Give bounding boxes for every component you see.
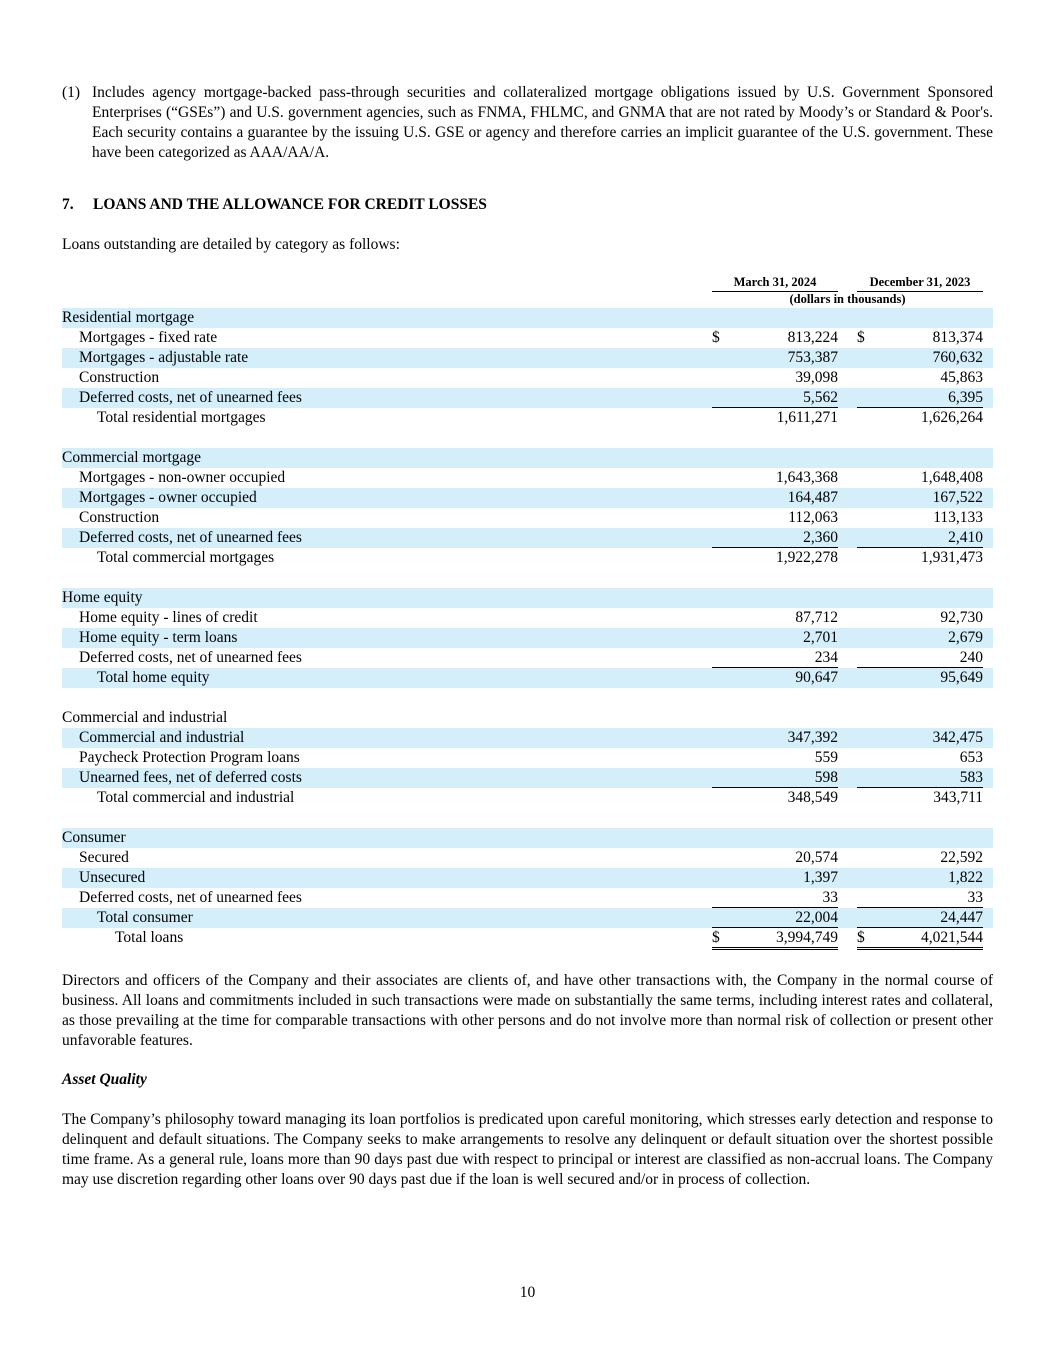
table-row: [62, 468, 993, 488]
cell-value: 24,447: [940, 909, 983, 926]
cell-march-2024: [712, 608, 838, 627]
total-row: [62, 668, 993, 688]
cell-value: 3,994,749: [776, 929, 838, 946]
cell-december-2023: [857, 408, 983, 427]
cell-value: 90,647: [795, 669, 838, 686]
cell-december-2023: [857, 768, 983, 788]
row-label: Residential mortgage: [62, 309, 195, 326]
spacer-row: [62, 428, 993, 448]
cell-value: 164,487: [787, 489, 838, 506]
cell-value: 1,611,271: [776, 409, 838, 426]
cell-march-2024: [712, 328, 838, 347]
cell-december-2023: [857, 728, 983, 747]
row-label: Deferred costs, net of unearned fees: [79, 889, 302, 906]
cell-value: 33: [967, 889, 983, 906]
cell-value: 1,822: [948, 869, 983, 886]
cell-december-2023: [857, 628, 983, 647]
cell-value: 1,648,408: [921, 469, 983, 486]
table-row: [62, 888, 993, 908]
cell-december-2023: [857, 368, 983, 387]
cell-value: 2,360: [803, 529, 838, 546]
cell-march-2024: [712, 508, 838, 527]
row-label: Total home equity: [97, 669, 210, 686]
cell-value: 2,410: [948, 529, 983, 546]
cell-december-2023: [857, 748, 983, 767]
cell-value: 1,397: [803, 869, 838, 886]
currency-symbol: $: [712, 329, 720, 346]
cell-march-2024: [712, 548, 838, 567]
page-number: 10: [519, 1284, 536, 1301]
cell-december-2023: [857, 608, 983, 627]
section-number: 7.: [62, 196, 74, 213]
cell-value: 2,679: [948, 629, 983, 646]
table-row: [62, 608, 993, 628]
cell-december-2023: [857, 788, 983, 807]
cell-march-2024: [712, 528, 838, 548]
cell-value: 234: [814, 649, 838, 666]
cell-value: 6,395: [948, 389, 983, 406]
cell-value: 20,574: [795, 849, 838, 866]
cell-march-2024: [712, 928, 838, 950]
cell-value: 87,712: [795, 609, 838, 626]
cell-value: 95,649: [940, 669, 983, 686]
cell-december-2023: [857, 888, 983, 908]
cell-value: 753,387: [787, 349, 838, 366]
cell-value: 1,931,473: [921, 549, 983, 566]
row-label: Commercial and industrial: [62, 709, 228, 726]
column-header-march-2024: March 31, 2024: [712, 275, 838, 292]
related-party-paragraph: Directors and officers of the Company and their associates are clients of, and have other transactions with, the Company in the normal course of business. All loans and commitments included in such transactions were made on substantially the same terms, including interest rates and collateral, as those prevailing at the time for comparable transactions with other persons and do not involve more than normal risk of collection or present other unfavorable features.: [62, 972, 993, 1049]
asset-quality-heading: Asset Quality: [62, 1071, 147, 1088]
row-label: Home equity - term loans: [79, 629, 238, 646]
row-label: Construction: [79, 369, 160, 386]
cell-value: 813,224: [787, 329, 838, 346]
cell-march-2024: [712, 908, 838, 928]
cell-value: 240: [959, 649, 983, 666]
cell-december-2023: [857, 848, 983, 867]
cell-march-2024: [712, 348, 838, 367]
row-label: Total loans: [115, 929, 184, 946]
cell-value: 1,643,368: [776, 469, 838, 486]
table-row: [62, 328, 993, 348]
cell-value: 5,562: [803, 389, 838, 406]
section-intro: Loans outstanding are detailed by category as follows:: [62, 236, 400, 253]
row-label: Mortgages - adjustable rate: [79, 349, 249, 366]
cell-value: 33: [822, 889, 838, 906]
cell-march-2024: [712, 648, 838, 668]
table-row: [62, 528, 993, 548]
category-header-row: [62, 708, 993, 728]
cell-value: 167,522: [932, 489, 983, 506]
cell-december-2023: [857, 528, 983, 548]
cell-december-2023: [857, 468, 983, 487]
row-label: Total consumer: [97, 909, 193, 926]
cell-december-2023: [857, 868, 983, 887]
total-row: [62, 788, 993, 808]
cell-march-2024: [712, 888, 838, 908]
total-row: [62, 908, 993, 928]
cell-value: 2,701: [803, 629, 838, 646]
row-label: Mortgages - fixed rate: [79, 329, 218, 346]
row-label: Secured: [79, 849, 129, 866]
cell-december-2023: [857, 908, 983, 928]
cell-value: 559: [814, 749, 838, 766]
table-row: [62, 748, 993, 768]
row-label: Commercial and industrial: [79, 729, 245, 746]
row-label: Construction: [79, 509, 160, 526]
table-row: [62, 768, 993, 788]
footnote-text: Includes agency mortgage-backed pass-through securities and collateralized mortgage obligations issued by U.S. Government Sponsored Enterprises (“GSEs”) and U.S. government agencies, such as FNMA, FHLMC, and GNMA that are not rated by Moody’s or Standard & Poor's. Each security contains a guarantee by the issuing U.S. GSE or agency and therefore carries an implicit guarantee of the U.S. government. These have been categorized as AAA/AA/A.: [92, 84, 993, 161]
cell-march-2024: [712, 388, 838, 408]
cell-march-2024: [712, 768, 838, 788]
cell-december-2023: [857, 488, 983, 507]
table-row: [62, 648, 993, 668]
row-label: Mortgages - owner occupied: [79, 489, 257, 506]
row-label: Mortgages - non-owner occupied: [79, 469, 286, 486]
row-label: Deferred costs, net of unearned fees: [79, 529, 302, 546]
spacer-row: [62, 568, 993, 588]
table-row: [62, 508, 993, 528]
cell-march-2024: [712, 868, 838, 887]
cell-value: 113,133: [933, 509, 983, 526]
row-label: Home equity - lines of credit: [79, 609, 258, 626]
cell-value: 112,063: [788, 509, 838, 526]
cell-value: 22,592: [940, 849, 983, 866]
row-label: Total commercial and industrial: [97, 789, 295, 806]
table-row: [62, 388, 993, 408]
row-label: Home equity: [62, 589, 143, 606]
row-label: Deferred costs, net of unearned fees: [79, 649, 302, 666]
cell-march-2024: [712, 488, 838, 507]
section-title: LOANS AND THE ALLOWANCE FOR CREDIT LOSSES: [93, 196, 487, 213]
cell-value: 343,711: [933, 789, 983, 806]
cell-value: 342,475: [932, 729, 983, 746]
total-row: [62, 928, 993, 948]
cell-march-2024: [712, 728, 838, 747]
cell-december-2023: [857, 508, 983, 527]
column-header-december-2023: December 31, 2023: [857, 275, 983, 292]
section-heading: [62, 196, 487, 214]
cell-december-2023: [857, 928, 983, 950]
cell-december-2023: [857, 648, 983, 668]
footnote: [62, 83, 993, 163]
table-row: [62, 488, 993, 508]
cell-december-2023: [857, 388, 983, 408]
row-label: Commercial mortgage: [62, 449, 202, 466]
cell-march-2024: [712, 368, 838, 387]
row-label: Paycheck Protection Program loans: [79, 749, 300, 766]
table-row: [62, 728, 993, 748]
cell-value: 760,632: [932, 349, 983, 366]
cell-value: 1,922,278: [776, 549, 838, 566]
category-header-row: [62, 828, 993, 848]
cell-value: 4,021,544: [921, 929, 983, 946]
cell-value: 39,098: [795, 369, 838, 386]
total-row: [62, 408, 993, 428]
cell-value: 348,549: [787, 789, 838, 806]
units-label: (dollars in thousands): [789, 292, 906, 306]
asset-quality-paragraph: The Company’s philosophy toward managing its loan portfolios is predicated upon careful monitoring, which stresses early detection and response to delinquent and default situations. The Company seeks to make arrangements to resolve any delinquent or default situation over the shortest possible time frame. As a general rule, loans more than 90 days past due with respect to principal or interest are classified as non-accrual loans. The Company may use discretion regarding other loans over 90 days past due if the loan is well secured and/or in process of collection.: [62, 1111, 993, 1188]
category-header-row: [62, 308, 993, 328]
footnote-number: (1): [62, 84, 81, 101]
currency-symbol: $: [857, 929, 865, 946]
cell-december-2023: [857, 668, 983, 687]
cell-value: 22,004: [795, 909, 838, 926]
row-label: Unsecured: [79, 869, 146, 886]
table-row: [62, 368, 993, 388]
cell-march-2024: [712, 468, 838, 487]
currency-symbol: $: [712, 929, 720, 946]
cell-december-2023: [857, 348, 983, 367]
cell-value: 583: [959, 769, 983, 786]
cell-march-2024: [712, 788, 838, 807]
cell-march-2024: [712, 848, 838, 867]
row-label: Consumer: [62, 829, 126, 846]
cell-value: 1,626,264: [921, 409, 983, 426]
cell-value: 45,863: [940, 369, 983, 386]
loans-table: [62, 308, 993, 948]
total-row: [62, 548, 993, 568]
row-label: Total residential mortgages: [97, 409, 266, 426]
cell-value: 813,374: [932, 329, 983, 346]
spacer-row: [62, 808, 993, 828]
table-row: [62, 348, 993, 368]
cell-value: 653: [959, 749, 983, 766]
row-label: Unearned fees, net of deferred costs: [79, 769, 302, 786]
row-label: Deferred costs, net of unearned fees: [79, 389, 302, 406]
category-header-row: [62, 588, 993, 608]
currency-symbol: $: [857, 329, 865, 346]
spacer-row: [62, 688, 993, 708]
cell-december-2023: [857, 328, 983, 347]
cell-december-2023: [857, 548, 983, 567]
cell-march-2024: [712, 668, 838, 687]
row-label: Total commercial mortgages: [97, 549, 275, 566]
table-row: [62, 628, 993, 648]
cell-value: 92,730: [940, 609, 983, 626]
category-header-row: [62, 448, 993, 468]
cell-value: 598: [814, 769, 838, 786]
cell-march-2024: [712, 748, 838, 767]
table-row: [62, 848, 993, 868]
cell-value: 347,392: [787, 729, 838, 746]
cell-march-2024: [712, 408, 838, 427]
table-row: [62, 868, 993, 888]
cell-march-2024: [712, 628, 838, 647]
